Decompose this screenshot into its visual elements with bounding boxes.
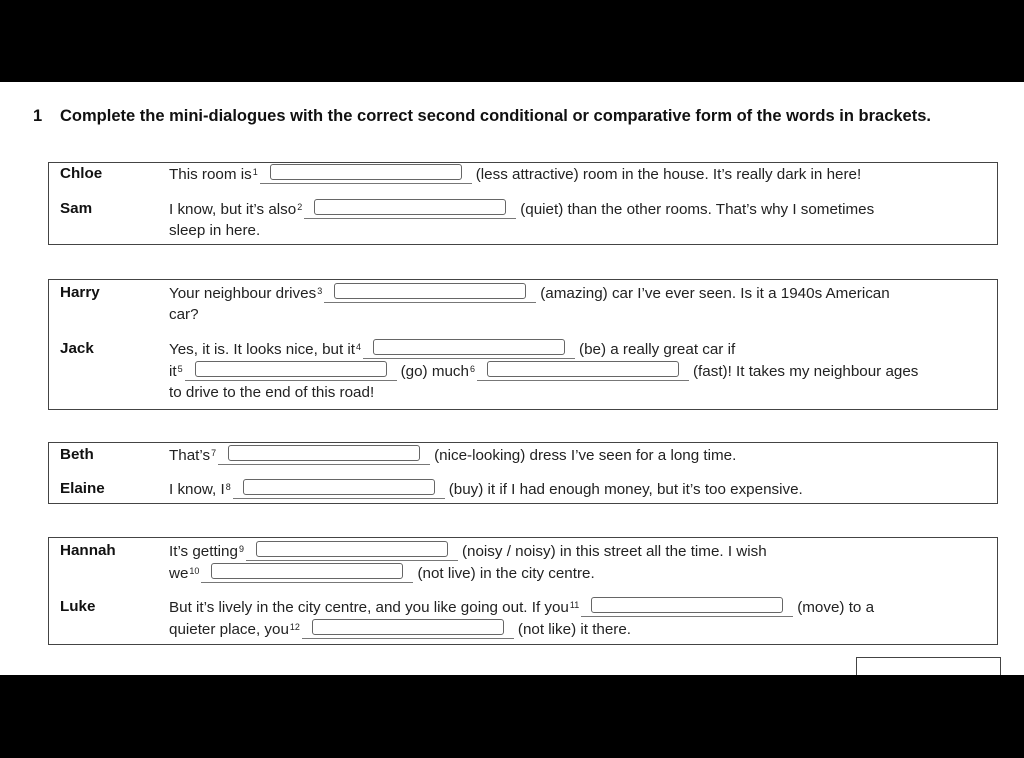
answer-input-box[interactable] [591, 597, 783, 613]
gap-number: 12 [289, 622, 300, 632]
gap-number: 8 [225, 482, 231, 492]
gap-number: 10 [189, 566, 200, 576]
answer-gap-9[interactable] [246, 540, 458, 561]
answer-gap-5[interactable] [185, 360, 397, 381]
answer-input-box[interactable] [487, 361, 679, 377]
line-text: I know, but it’s also$^2$ (quiet) than the other rooms. That’s why I sometimes [169, 198, 874, 221]
instruction-text: Complete the mini-dialogues with the correct second conditional or comparative form of the words in brackets. [60, 107, 931, 125]
speaker-name: Jack [60, 340, 94, 357]
worksheet-page [0, 82, 1024, 675]
answer-input-box[interactable] [195, 361, 387, 377]
answer-gap-12[interactable] [302, 618, 514, 639]
dialogue-box-1 [48, 162, 998, 245]
answer-input-box[interactable] [228, 445, 420, 461]
line-continuation: sleep in here. [169, 222, 261, 239]
mark-box [856, 657, 1001, 675]
speaker-name: Chloe [60, 165, 103, 182]
answer-input-box[interactable] [314, 199, 506, 215]
line-text: Yes, it is. It looks nice, but $it^4$ (be) a really great car if [169, 338, 735, 361]
answer-input-box[interactable] [270, 164, 462, 180]
gap-number: 2 [297, 202, 303, 212]
line-text-2: $it^5$ (go) much$^6$ (fast)! It takes my neighbour ages [169, 360, 918, 383]
answer-gap-6[interactable] [477, 360, 689, 381]
gap-number: 9 [238, 544, 244, 554]
answer-gap-11[interactable] [581, 596, 793, 617]
line-continuation: to drive to the end of this road! [169, 384, 375, 401]
exercise-number: 1 [33, 107, 43, 125]
answer-input-box[interactable] [334, 283, 526, 299]
answer-gap-1[interactable] [260, 163, 472, 184]
speaker-name: Sam [60, 200, 93, 217]
mark-text [875, 667, 898, 675]
gap-number: 11 [569, 600, 580, 610]
line-text: It’s getting$^9$ (noisy / noisy) in this street all the time. I wish [169, 540, 767, 563]
line-text: But it’s lively in the city centre, and you like going out. If you$^{11}$ (move) to a [169, 596, 874, 619]
answer-input-box[interactable] [243, 479, 435, 495]
answer-gap-7[interactable] [218, 444, 430, 465]
gap-number: 4 [356, 342, 362, 352]
answer-gap-8[interactable] [233, 478, 445, 499]
answer-input-box[interactable] [256, 541, 448, 557]
answer-gap-2[interactable] [304, 198, 516, 219]
gap-number: 3 [317, 286, 323, 296]
answer-gap-4[interactable] [363, 338, 575, 359]
speaker-name: Elaine [60, 480, 105, 497]
speaker-name: Luke [60, 598, 96, 615]
gap-number: 1 [252, 167, 258, 177]
line-text-2: quieter place, you$^{12}$ (not like) it there. [169, 618, 631, 641]
gap-number: 6 [469, 364, 475, 374]
line-text-2: $we^{10}$ (not live) in the city centre. [169, 562, 595, 585]
line-continuation: car? [169, 306, 199, 323]
answer-input-box[interactable] [312, 619, 504, 635]
speaker-name: Harry [60, 284, 100, 301]
answer-gap-10[interactable] [201, 562, 413, 583]
gap-number: 5 [177, 364, 183, 374]
line-text: This room $is^1$ (less attractive) room in the house. It’s really dark in here! [169, 163, 861, 186]
line-text: $That’s^7$ (nice-looking) dress I’ve seen for a long time. [169, 444, 736, 467]
line-text: Your neighbour drives$^3$ (amazing) car I’ve ever seen. Is it a 1940s American [169, 282, 890, 305]
answer-gap-3[interactable] [324, 282, 536, 303]
speaker-name: Beth [60, 446, 94, 463]
answer-input-box[interactable] [211, 563, 403, 579]
answer-input-box[interactable] [373, 339, 565, 355]
gap-number: 7 [211, 448, 217, 458]
speaker-name: Hannah [60, 542, 116, 559]
dialogue-box-3 [48, 442, 998, 504]
dialogue-box-2 [48, 279, 998, 410]
line-text: I know, $I^8$ (buy) it if I had enough money, but it’s too expensive. [169, 478, 803, 501]
dialogue-box-4 [48, 537, 998, 645]
